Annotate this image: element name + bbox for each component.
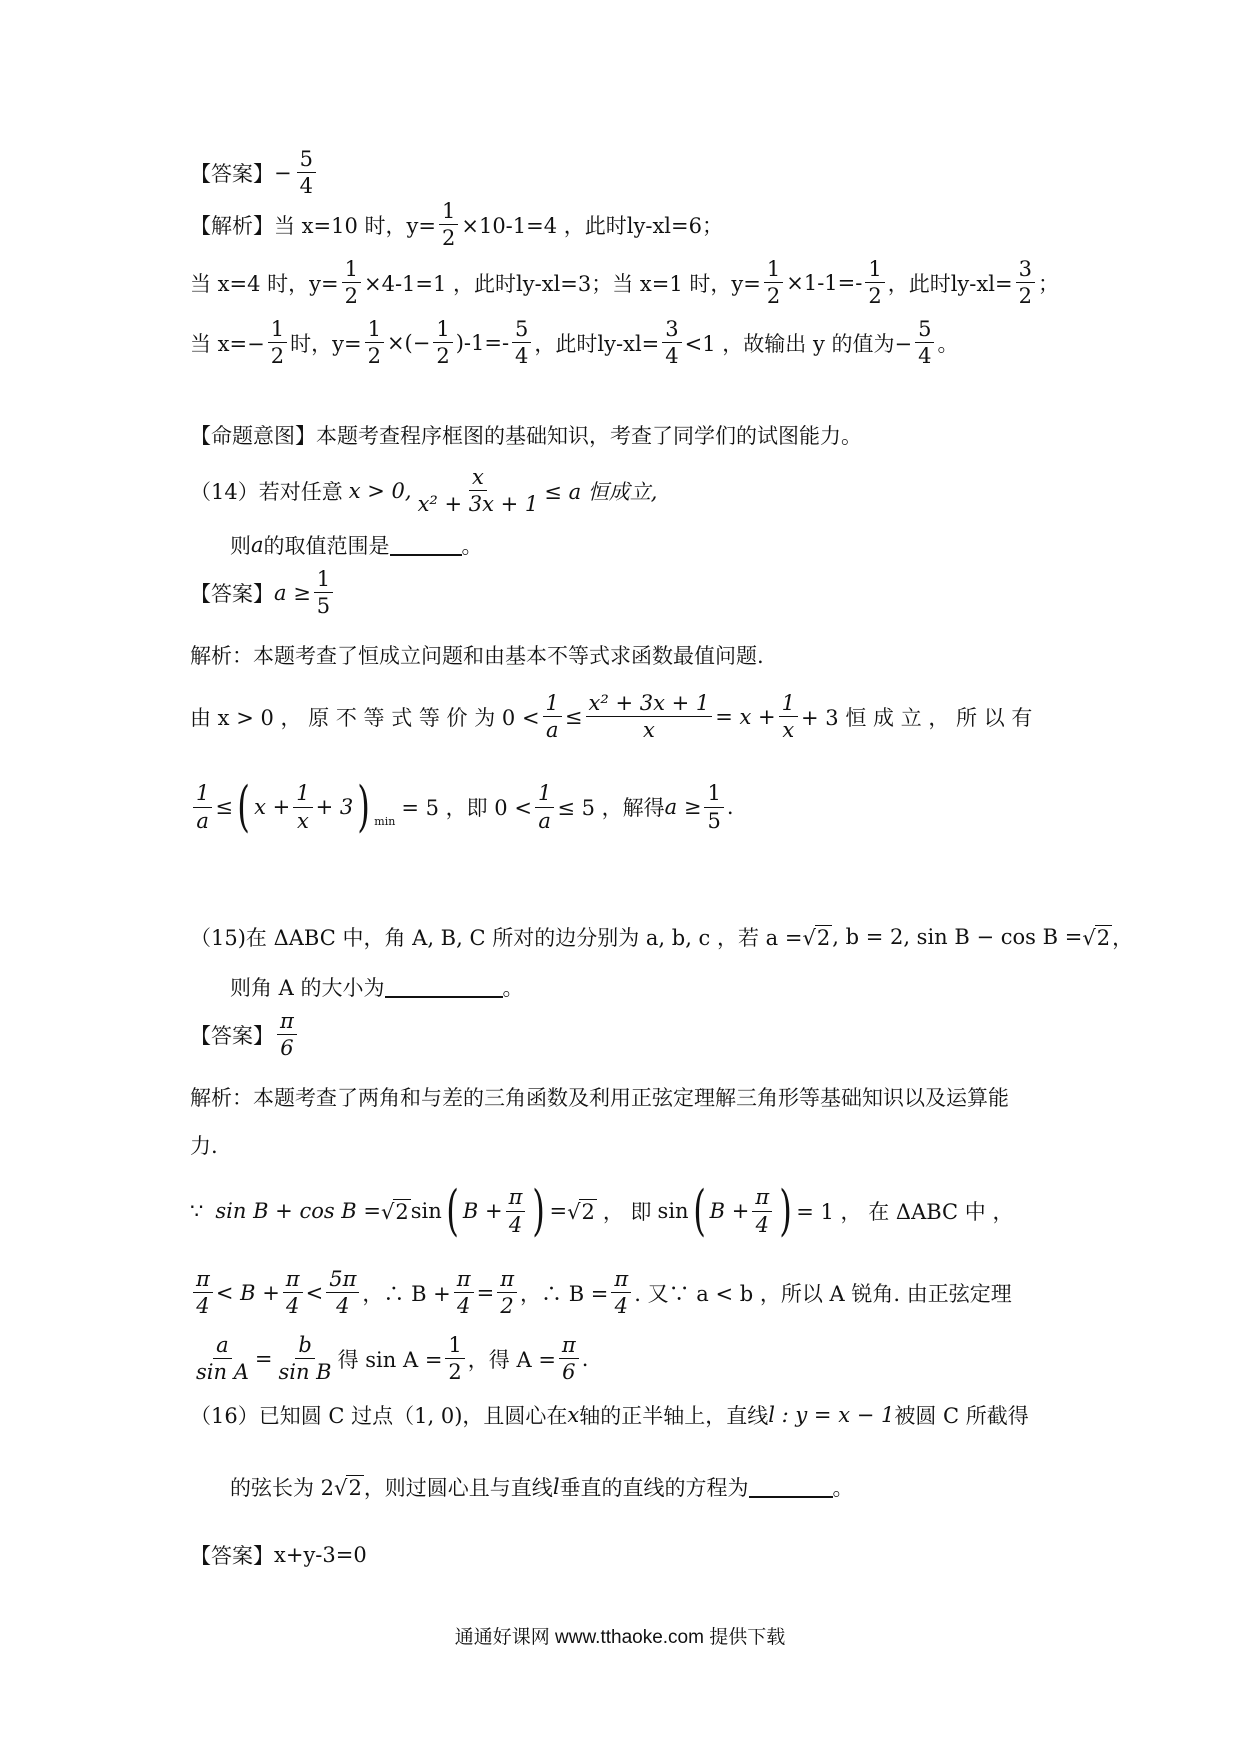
question-14-line2: 则 a 的取值范围是 。 (230, 533, 483, 558)
fraction: $\frac{1}{2}$ (439, 200, 458, 249)
fraction: $\frac{\pi}{4}$ (283, 1268, 303, 1317)
analysis-15-step1: ∵ sin B + cos B = √ 2 sin ( B + $\frac{\pi}{4}$ ) = √ 2 ， 即 sin ( B + $\frac{\pi}{4}$ ) = 1 ， 在 ΔABC 中 ， (190, 1179, 1014, 1242)
fraction: $\frac{1}{5}$ (704, 782, 723, 831)
question-16-line2: 的弦长为 2 √ 2 ，则过圆心且与直线 l 垂直的直线的方程为 。 (230, 1475, 854, 1500)
fraction: $\frac{1}{2}$ (764, 258, 783, 307)
fraction: $\frac{\pi}{4}$ (506, 1186, 526, 1235)
answer-16: 【答案】 x+y-3=0 (190, 1543, 367, 1568)
analysis-14-step2: $\frac{1}{a}$ ≤ ( x + $\frac{1}{x}$ + 3 ) min = 5 ，即 0 < $\frac{1}{a}$ ≤ 5 ，解得 a ≥ $\frac{1}{5}$ . (190, 780, 734, 834)
fraction: $\frac{\pi}{4}$ (752, 1186, 772, 1235)
answer-15: 【答案】 $\frac{\pi}{6}$ (190, 1010, 300, 1059)
fraction: $\frac{b}{\text{sin B}}$ (278, 1333, 332, 1385)
fraction: $\frac{1}{2}$ (365, 318, 384, 367)
analysis-14-step1: 由 x > 0 ， 原 不 等 式 等 价 为 0 < $\frac{1}{a}$ ≤ $\frac{\text{x² + 3x + 1}}{x}$ = x + $\frac{1}{x}$ + 3 恒 成 立 ， 所 以 有 (190, 691, 1033, 743)
sqrt: √ 2 (802, 925, 831, 950)
question-16: （16）已知圆 C 过点（1, 0)，且圆心在 x 轴的正半轴上，直线 l : y = x − 1 被圆 C 所截得 (190, 1403, 1029, 1428)
fraction: $\frac{1}{2}$ (268, 318, 287, 367)
fraction: $\frac{x}{\text{x² + 3x + 1}}$ (417, 465, 539, 517)
fraction: $\frac{\pi}{4}$ (193, 1268, 213, 1317)
analysis-line-1: 【解析】 当 x=10 时，y= $\frac{1}{2}$ ×10-1=4 ，此时ly-xl=6； (190, 199, 723, 251)
fraction: $\frac{5\pi}{4}$ (326, 1268, 359, 1317)
answer-blank[interactable] (749, 1476, 833, 1498)
fraction: $\frac{\pi}{2}$ (497, 1268, 517, 1317)
answer-blank[interactable] (390, 534, 462, 556)
analysis-line-2: 当 x=4 时，y= $\frac{1}{2}$ ×4-1=1 ，此时ly-xl=3；当 x=1 时，y= $\frac{1}{2}$ ×1-1=- $\frac{1}{2}$ ，此时ly-xl= $\frac{3}{2}$ ； (190, 257, 1059, 309)
analysis-15-line1: 解析：本题考查了两角和与差的三角函数及利用正弦定理解三角形等基础知识以及运算能 (190, 1086, 1009, 1110)
analysis-15-line2: 力. (190, 1134, 218, 1158)
question-15: （15)在 ΔABC 中，角 A, B, C 所对的边分别为 a, b, c ，若 a = √ 2 , b = 2, sin B − cos B = √ 2 ， (190, 925, 1134, 950)
fraction: $\frac{1}{x}$ (293, 782, 312, 831)
fraction: $\frac{1}{2}$ (445, 1334, 464, 1383)
sqrt: √ 2 (1082, 925, 1111, 950)
fraction: $\frac{5}{4}$ (915, 318, 934, 367)
fraction: $\frac{1}{2}$ (433, 318, 452, 367)
answer-14: 【答案】 a ≥ $\frac{1}{5}$ (190, 568, 336, 617)
fraction: $\frac{1}{2}$ (342, 258, 361, 307)
fraction: $\frac{3}{2}$ (1016, 258, 1035, 307)
fraction: $\frac{1}{x}$ (779, 692, 798, 741)
analysis-15-step3: $\frac{a}{\text{sin A}}$ = $\frac{b}{\text{sin B}}$ 得 sin A = $\frac{1}{2}$ ，得 A = $\frac{\pi}{6}$ . (190, 1334, 588, 1383)
question-14: （14）若对任意 x > 0, $\frac{x}{\text{x² + 3x + 1}}$ ≤ a 恒成立, (190, 465, 658, 517)
fraction: $\frac{\pi}{6}$ (559, 1334, 579, 1383)
fraction: $\frac{1}{2}$ (865, 258, 884, 307)
fraction: $\frac{1}{a}$ (543, 692, 562, 741)
answer-blank[interactable] (385, 976, 503, 998)
fraction: $\frac{5}{4}$ (512, 318, 531, 367)
analysis-15-step2: $\frac{\pi}{4}$ < B + $\frac{\pi}{4}$ < $\frac{5\pi}{4}$ ，∴ B + $\frac{\pi}{4}$ = $\frac{\pi}{2}$ ，∴ B = $\frac{\pi}{4}$ . 又∵ a < b ，所以 A 锐角. 由正弦定理 (190, 1268, 1012, 1317)
fraction: $\frac{1}{a}$ (193, 782, 212, 831)
fraction: $\frac{\text{x² + 3x + 1}}{x}$ (586, 692, 713, 741)
fraction: $\frac{\pi}{4}$ (454, 1268, 474, 1317)
fraction: $\frac{1}{a}$ (535, 782, 554, 831)
intent-line: 【命题意图】 本题考查程序框图的基础知识，考查了同学们的试图能力。 (190, 424, 862, 448)
fraction: $\frac{1}{5}$ (314, 568, 333, 617)
footer-text: 通通好课网 www.tthaoke.com 提供下载 (454, 1627, 786, 1648)
fraction: $\frac{\pi}{4}$ (611, 1268, 631, 1317)
fraction: $\frac{3}{4}$ (662, 318, 681, 367)
fraction: $\frac{5}{4}$ (297, 148, 316, 197)
analysis-14: 解析：本题考查了恒成立问题和由基本不等式求函数最值问题. (190, 644, 764, 668)
answer-tag: 【答案】 (190, 161, 274, 186)
answer-line-13: 【答案】 − $\frac{5}{4}$ (190, 148, 319, 197)
fraction: $\frac{a}{\text{sin A}}$ (196, 1333, 249, 1385)
analysis-line-3: 当 x=− $\frac{1}{2}$ 时，y= $\frac{1}{2}$ ×(− $\frac{1}{2}$ )-1=- $\frac{5}{4}$ ，此时ly-xl= $\frac{3}{4}$ <1 ，故输出 y 的值为− $\frac{5}{4}$ 。 (190, 317, 959, 369)
fraction: $\frac{\pi}{6}$ (277, 1010, 297, 1059)
question-15-line2: 则角 A 的大小为 。 (230, 976, 524, 1000)
